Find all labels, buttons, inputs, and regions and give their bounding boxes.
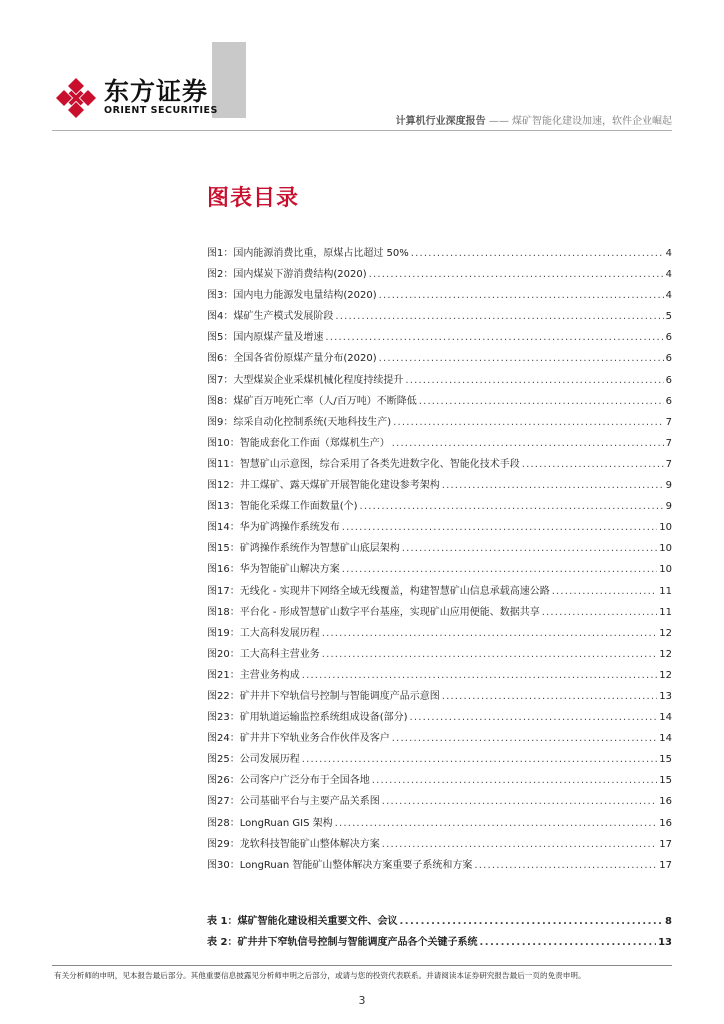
dot-leader <box>342 564 658 575</box>
figure-entry-page: 11 <box>659 585 672 597</box>
figure-entry-page: 13 <box>659 690 672 702</box>
table-entry[interactable] <box>207 912 672 933</box>
figure-entry-page: 6 <box>665 395 672 407</box>
dot-leader <box>302 670 658 681</box>
logo-text-en: ORIENT SECURITIES <box>104 105 218 116</box>
table-entry-page: 8 <box>665 916 672 927</box>
figure-entry[interactable] <box>207 582 672 603</box>
table-entry-label: 表 1：煤矿智能化建设相关重要文件、会议 <box>207 916 398 927</box>
figure-entry[interactable] <box>207 856 672 877</box>
figure-entry-page: 17 <box>659 859 672 871</box>
dot-leader <box>474 860 657 871</box>
figure-entry[interactable] <box>207 603 672 624</box>
figure-entry[interactable] <box>207 814 672 835</box>
figure-entry[interactable] <box>207 434 672 455</box>
dot-leader <box>410 712 658 723</box>
figure-entry-page: 7 <box>665 416 672 428</box>
figure-entry-page: 4 <box>665 290 672 302</box>
dot-leader <box>419 396 664 407</box>
figure-entry-page: 11 <box>659 606 672 618</box>
figure-entry-page: 12 <box>659 648 672 660</box>
report-type: 计算机行业深度报告 <box>395 116 486 127</box>
figure-entry-page: 10 <box>659 564 672 576</box>
figure-entry-label: 图29：龙软科技智能矿山整体解决方案 <box>207 838 380 850</box>
figure-entry-label: 图21：主营业务构成 <box>207 669 300 681</box>
figure-entry-page: 10 <box>659 522 672 534</box>
dot-leader <box>379 290 664 301</box>
figure-entry-label: 图22：矿井井下窄轨信号控制与智能调度产品示意图 <box>207 690 440 702</box>
dot-leader <box>442 480 664 491</box>
figure-entry-page: 16 <box>659 817 672 829</box>
figure-entry-label: 图24：矿井井下窄轨业务合作伙伴及客户 <box>207 733 390 745</box>
footer-divider <box>52 965 672 966</box>
figure-entry-page: 14 <box>659 712 672 724</box>
figure-entry[interactable] <box>207 476 672 497</box>
figure-entry[interactable] <box>207 708 672 729</box>
figure-entry-page: 17 <box>659 838 672 850</box>
figure-entry-label: 图9：综采自动化控制系统(天地科技生产) <box>207 416 392 428</box>
figure-entry-label: 图23：矿用轨道运输监控系统组成设备(部分) <box>207 712 408 724</box>
figure-entry-label: 图20：工大高科主营业务 <box>207 648 320 660</box>
figure-entry-label: 图8：煤矿百万吨死亡率（人/百万吨）不断降低 <box>207 395 417 407</box>
figure-entry[interactable] <box>207 518 672 539</box>
figure-entry-page: 12 <box>659 627 672 639</box>
page-title: 图表目录 <box>207 186 300 211</box>
report-title: 煤矿智能化建设加速，软件企业崛起 <box>512 116 672 127</box>
figure-entry-label: 图3：国内电力能源发电量结构(2020) <box>207 290 377 302</box>
footer-disclaimer: 有关分析师的申明，见本报告最后部分。其他重要信息披露见分析师申明之后部分，或请与您的投资代表联系。并请阅读本证券研究报告最后一页的免责申明。 <box>54 971 586 980</box>
figure-entry-label: 图5：国内原煤产量及增速 <box>207 332 324 344</box>
dot-leader <box>411 248 664 259</box>
figure-entry[interactable] <box>207 497 672 518</box>
figure-entry-page: 4 <box>665 248 672 259</box>
header-divider <box>52 130 672 131</box>
dot-leader <box>542 607 658 618</box>
figure-entry[interactable] <box>207 792 672 813</box>
figure-entry-page: 15 <box>659 775 672 787</box>
figure-entry-label: 图10：智能成套化工作面（郑煤机生产） <box>207 437 390 449</box>
dot-leader <box>442 691 658 702</box>
dot-leader <box>522 459 664 470</box>
report-header <box>396 112 672 127</box>
figure-entry[interactable] <box>207 349 672 370</box>
table-list <box>207 912 672 954</box>
figure-entry-page: 10 <box>659 543 672 555</box>
figure-list <box>207 244 672 877</box>
table-entry-page: 13 <box>658 937 672 949</box>
figure-entry[interactable] <box>207 560 672 581</box>
logo-text-cn: 东方证券 <box>104 77 209 106</box>
figure-entry-label: 图27：公司基础平台与主要产品关系图 <box>207 796 380 808</box>
figure-entry[interactable] <box>207 328 672 349</box>
dot-leader <box>322 628 658 639</box>
figure-entry-label: 图16：华为智能矿山解决方案 <box>207 564 340 576</box>
figure-entry-label: 图6：全国各省份原煤产量分布(2020) <box>207 353 377 365</box>
figure-entry-page: 6 <box>665 353 672 365</box>
figure-entry-page: 12 <box>659 669 672 681</box>
table-entry[interactable] <box>207 933 672 954</box>
figure-entry-page: 16 <box>659 796 672 808</box>
figure-entry[interactable] <box>207 624 672 645</box>
header-separator: —— <box>488 116 509 127</box>
figure-entry-page: 7 <box>665 458 672 470</box>
figure-entry-label: 图26：公司客户广泛分布于全国各地 <box>207 775 370 787</box>
figure-entry[interactable] <box>207 392 672 413</box>
figure-entry-page: 5 <box>665 311 672 323</box>
company-logo <box>54 76 218 120</box>
figure-entry-page: 14 <box>659 733 672 745</box>
logo-icon <box>54 76 98 120</box>
figure-entry[interactable] <box>207 729 672 750</box>
figure-entry-page: 6 <box>665 332 672 344</box>
dot-leader <box>342 522 658 533</box>
figure-entry-label: 图7：大型煤炭企业采煤机械化程度持续提升 <box>207 374 404 386</box>
figure-entry-label: 图12：井工煤矿、露天煤矿开展智能化建设参考架构 <box>207 480 440 492</box>
figure-entry-label: 图15：矿鸿操作系统作为智慧矿山底层架构 <box>207 543 400 555</box>
figure-entry-label: 图18：平台化 - 形成智慧矿山数字平台基座，实现矿山应用便能、数据共享 <box>207 606 540 618</box>
dot-leader <box>302 754 658 765</box>
dot-leader <box>392 438 664 449</box>
figure-entry[interactable] <box>207 286 672 307</box>
figure-entry[interactable] <box>207 455 672 476</box>
figure-entry-label: 图25：公司发展历程 <box>207 754 300 766</box>
figure-entry-page: 9 <box>665 480 672 492</box>
dot-leader <box>552 586 658 597</box>
figure-entry[interactable] <box>207 307 672 328</box>
figure-entry[interactable] <box>207 265 672 286</box>
figure-entry-label: 图11：智慧矿山示意图，综合采用了各类先进数字化、智能化技术手段 <box>207 458 520 470</box>
figure-entry[interactable] <box>207 371 672 392</box>
figure-entry[interactable] <box>207 771 672 792</box>
dot-leader <box>379 353 664 364</box>
figure-entry-label: 图30：LongRuan 智能矿山整体解决方案重要子系统和方案 <box>207 859 473 871</box>
figure-entry[interactable] <box>207 539 672 560</box>
dot-leader <box>382 839 658 850</box>
figure-entry-page: 15 <box>659 754 672 766</box>
figure-entry-label: 图14：华为矿鸿操作系统发布 <box>207 522 340 534</box>
figure-entry[interactable] <box>207 244 672 265</box>
figure-entry[interactable] <box>207 666 672 687</box>
dot-leader <box>405 375 663 386</box>
table-entry-label: 表 2：矿井井下窄轨信号控制与智能调度产品各个关键子系统 <box>207 937 478 949</box>
dot-leader <box>402 543 658 554</box>
figure-entry-page: 6 <box>665 374 672 386</box>
figure-entry[interactable] <box>207 687 672 708</box>
dot-leader <box>393 417 663 428</box>
figure-entry-page: 7 <box>665 437 672 449</box>
dot-leader <box>382 796 658 807</box>
figure-entry[interactable] <box>207 645 672 666</box>
dot-leader <box>399 916 663 927</box>
figure-entry-page: 4 <box>665 269 672 281</box>
dot-leader <box>372 775 658 786</box>
dot-leader <box>392 733 658 744</box>
figure-entry-label: 图28：LongRuan GIS 架构 <box>207 817 333 829</box>
figure-entry-label: 图2：国内煤炭下游消费结构(2020) <box>207 269 367 281</box>
figure-entry-page: 9 <box>665 501 672 513</box>
dot-leader <box>369 269 664 280</box>
dot-leader <box>335 818 658 829</box>
dot-leader <box>325 332 663 343</box>
figure-entry-label: 图13：智能化采煤工作面数量(个) <box>207 501 358 513</box>
dot-leader <box>322 649 658 660</box>
figure-entry[interactable] <box>207 750 672 771</box>
figure-entry-label: 图1：国内能源消费比重，原煤占比超过 50% <box>207 248 409 259</box>
figure-entry[interactable] <box>207 413 672 434</box>
figure-entry-label: 图4：煤矿生产模式发展阶段 <box>207 311 334 323</box>
page-number: 3 <box>358 994 366 1007</box>
figure-entry-label: 图19：工大高科发展历程 <box>207 627 320 639</box>
figure-entry-label: 图17：无线化 - 实现井下网络全域无线覆盖，构建智慧矿山信息承载高速公路 <box>207 585 550 597</box>
dot-leader <box>360 501 664 512</box>
figure-entry[interactable] <box>207 835 672 856</box>
dot-leader <box>335 311 663 322</box>
dot-leader <box>479 937 656 948</box>
